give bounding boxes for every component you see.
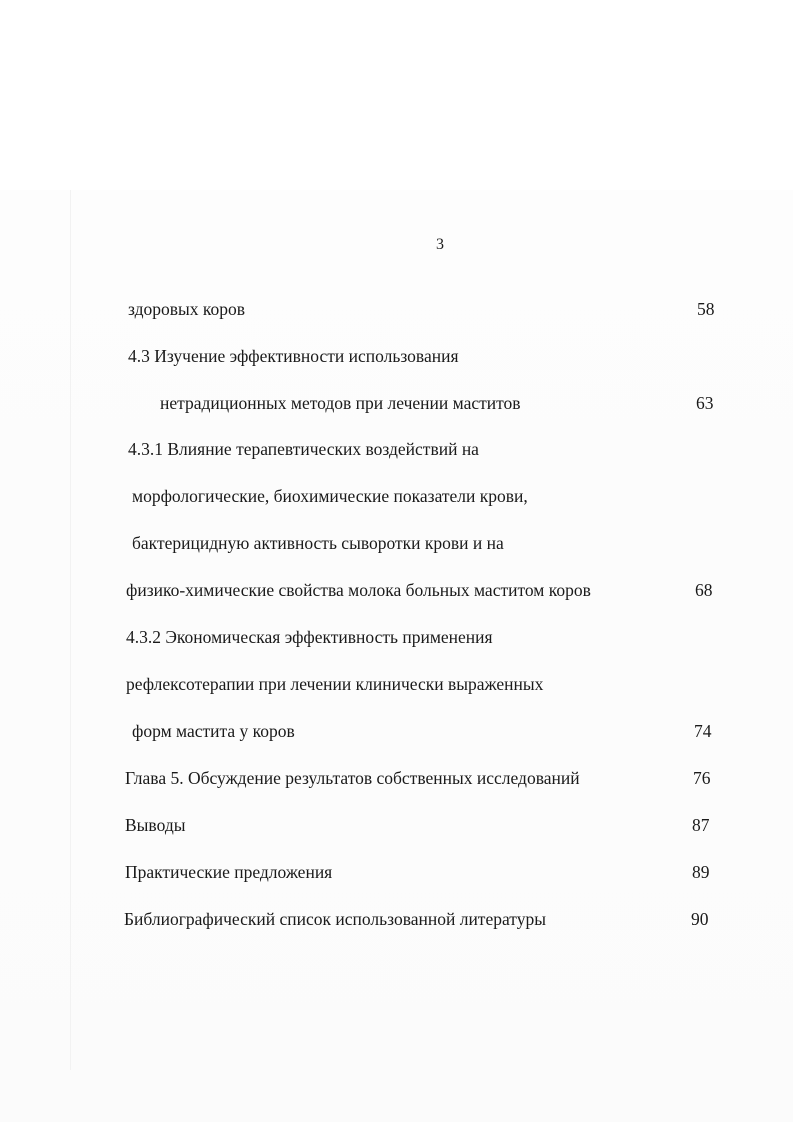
toc-entry-page: 90 bbox=[691, 909, 709, 929]
toc-entry-text: Выводы bbox=[125, 815, 186, 835]
toc-entry-page: 76 bbox=[693, 768, 711, 788]
toc-entry-text: рефлексотерапии при лечении клинически выраженных bbox=[126, 674, 544, 694]
toc-entry-text: морфологические, биохимические показатели крови, bbox=[132, 486, 528, 506]
toc-entry-text: 4.3.1 Влияние терапевтических воздействий на bbox=[128, 439, 479, 459]
toc-entry-text: Глава 5. Обсуждение результатов собственных исследований bbox=[125, 768, 580, 788]
toc-entry-page: 68 bbox=[695, 580, 713, 600]
toc-entry-text: форм мастита у коров bbox=[132, 721, 295, 741]
toc-entry-page: 89 bbox=[692, 862, 710, 882]
toc-entry-text: 4.3.2 Экономическая эффективность применения bbox=[126, 627, 493, 647]
toc-entry-page: 58 bbox=[697, 299, 715, 319]
toc-entry-text: бактерицидную активность сыворотки крови и на bbox=[132, 533, 504, 553]
toc-entry-text: нетрадиционных методов при лечении маститов bbox=[160, 393, 521, 413]
toc-entry-page: 87 bbox=[692, 815, 710, 835]
toc-entry-page: 63 bbox=[696, 393, 714, 413]
page-number: 3 bbox=[436, 236, 444, 253]
toc-entry-text: здоровых коров bbox=[128, 299, 246, 319]
toc-entry-page: 74 bbox=[694, 721, 712, 741]
toc-entry-text: Библиографический список использованной литературы bbox=[124, 909, 546, 929]
toc-entry-text: Практические предложения bbox=[125, 862, 333, 882]
toc-entry-text: 4.3 Изучение эффективности использования bbox=[128, 346, 459, 366]
toc-entry-text: физико-химические свойства молока больных маститом коров bbox=[126, 580, 591, 600]
